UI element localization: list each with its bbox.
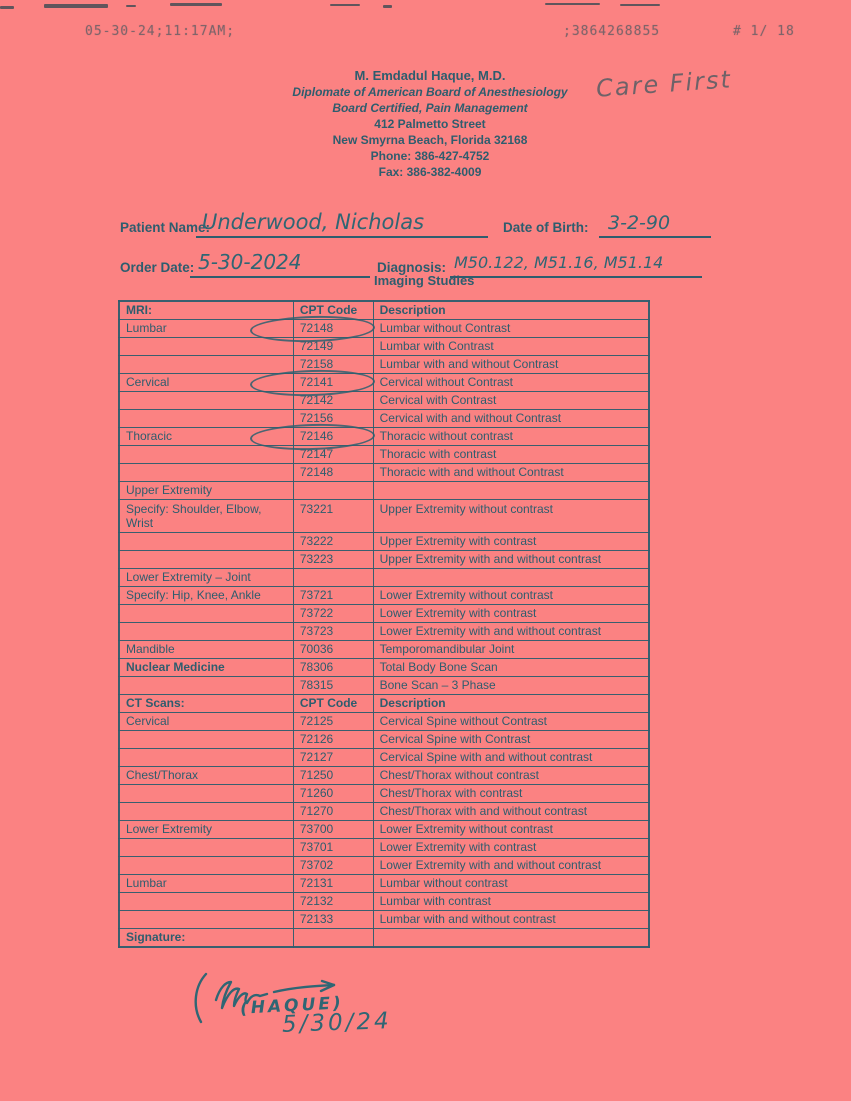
order-date-value: 5-30-2024 — [198, 250, 302, 274]
table-row — [119, 695, 649, 713]
description-cell: Cervical without Contrast — [373, 374, 649, 392]
cpt-code-cell: 73221 — [293, 500, 373, 533]
scan-artifact — [383, 5, 392, 8]
description-cell: Lumbar without contrast — [373, 875, 649, 893]
table-row — [119, 749, 649, 767]
body-part-cell: Cervical — [119, 713, 293, 731]
section-title: Imaging Studies — [374, 273, 475, 288]
physician-name: M. Emdadul Haque, M.D. — [354, 68, 506, 83]
circled-cpt-code: 72141 — [299, 375, 334, 389]
cpt-code-cell: 72131 — [293, 875, 373, 893]
body-part-cell — [119, 677, 293, 695]
cpt-code-cell: 78306 — [293, 659, 373, 677]
patient-name-value: Underwood, Nicholas — [202, 210, 425, 234]
body-part-cell — [119, 839, 293, 857]
body-part-cell — [119, 533, 293, 551]
body-part-cell — [119, 410, 293, 428]
body-part-cell: CT Scans: — [119, 695, 293, 713]
cpt-code-cell: 73721 — [293, 587, 373, 605]
body-part-cell — [119, 464, 293, 482]
physician-credential-2: Board Certified, Pain Management — [332, 101, 528, 115]
body-part-cell: Upper Extremity — [119, 482, 293, 500]
scan-artifact — [126, 5, 136, 7]
diagnosis-label: Diagnosis: — [377, 260, 447, 275]
cpt-code-cell — [293, 374, 373, 392]
table-row — [119, 533, 649, 551]
body-part-cell: MRI: — [119, 301, 293, 320]
table-row — [119, 713, 649, 731]
patient-name-label: Patient Name: — [120, 220, 211, 235]
cpt-code-cell: CPT Code — [293, 301, 373, 320]
cpt-code-cell: 71260 — [293, 785, 373, 803]
description-cell: Chest/Thorax without contrast — [373, 767, 649, 785]
imaging-table-body — [119, 301, 649, 947]
table-row — [119, 605, 649, 623]
body-part-cell: Thoracic — [119, 428, 293, 446]
description-cell: Chest/Thorax with contrast — [373, 785, 649, 803]
cpt-code-cell — [293, 320, 373, 338]
cpt-code-cell — [293, 428, 373, 446]
description-cell: Thoracic with and without Contrast — [373, 464, 649, 482]
table-row — [119, 446, 649, 464]
scan-artifact — [0, 6, 14, 9]
cpt-code-cell: CPT Code — [293, 695, 373, 713]
description-cell: Chest/Thorax with and without contrast — [373, 803, 649, 821]
body-part-cell — [119, 785, 293, 803]
physician-credential-1: Diplomate of American Board of Anesthesiology — [292, 85, 568, 99]
practice-address-street: 412 Palmetto Street — [374, 117, 486, 131]
table-row — [119, 911, 649, 929]
cpt-code-cell: 72148 — [293, 464, 373, 482]
cpt-code-cell: 71250 — [293, 767, 373, 785]
cpt-code-cell — [293, 569, 373, 587]
body-part-cell — [119, 551, 293, 569]
table-row — [119, 569, 649, 587]
description-cell: Lower Extremity with and without contrast — [373, 857, 649, 875]
description-cell: Cervical Spine without Contrast — [373, 713, 649, 731]
body-part-cell — [119, 623, 293, 641]
signature-date: 5/30/24 — [281, 1008, 393, 1038]
table-row — [119, 392, 649, 410]
table-row — [119, 482, 649, 500]
cpt-code-cell: 72132 — [293, 893, 373, 911]
body-part-cell — [119, 803, 293, 821]
scan-artifact — [330, 4, 360, 6]
circled-cpt-code: 72148 — [299, 321, 334, 335]
cpt-code-cell: 71270 — [293, 803, 373, 821]
cpt-code-cell: 72156 — [293, 410, 373, 428]
description-cell: Cervical with and without Contrast — [373, 410, 649, 428]
body-part-cell — [119, 731, 293, 749]
description-cell: Lumbar without Contrast — [373, 320, 649, 338]
description-cell: Cervical Spine with and without contrast — [373, 749, 649, 767]
description-cell: Lower Extremity without contrast — [373, 821, 649, 839]
description-cell: Upper Extremity without contrast — [373, 500, 649, 533]
table-row — [119, 500, 649, 533]
cpt-code-cell: 72147 — [293, 446, 373, 464]
cpt-code-cell: 78315 — [293, 677, 373, 695]
body-part-cell: Cervical — [119, 374, 293, 392]
table-row — [119, 587, 649, 605]
fax-page-count: # 1/ 18 — [733, 24, 795, 39]
table-row — [119, 839, 649, 857]
table-row — [119, 731, 649, 749]
body-part-cell: Lumbar — [119, 320, 293, 338]
table-row — [119, 374, 649, 392]
description-cell — [373, 929, 649, 948]
body-part-cell — [119, 446, 293, 464]
table-row — [119, 821, 649, 839]
dob-label: Date of Birth: — [503, 220, 589, 235]
scan-artifact — [44, 4, 108, 8]
body-part-cell — [119, 749, 293, 767]
description-cell: Total Body Bone Scan — [373, 659, 649, 677]
description-cell — [373, 569, 649, 587]
cpt-code-cell — [293, 929, 373, 948]
table-row — [119, 641, 649, 659]
table-row — [119, 301, 649, 320]
description-cell: Lower Extremity with contrast — [373, 605, 649, 623]
cpt-code-cell: 73722 — [293, 605, 373, 623]
body-part-cell — [119, 356, 293, 374]
cpt-code-cell: 72133 — [293, 911, 373, 929]
body-part-cell — [119, 338, 293, 356]
body-part-cell: Lumbar — [119, 875, 293, 893]
table-row — [119, 338, 649, 356]
description-cell: Cervical with Contrast — [373, 392, 649, 410]
scan-artifact — [170, 3, 222, 6]
body-part-cell — [119, 392, 293, 410]
body-part-cell: Mandible — [119, 641, 293, 659]
cpt-code-cell: 73222 — [293, 533, 373, 551]
description-cell: Thoracic with contrast — [373, 446, 649, 464]
description-cell: Lower Extremity with and without contrast — [373, 623, 649, 641]
description-cell: Upper Extremity with and without contrast — [373, 551, 649, 569]
dob-value: 3-2-90 — [608, 212, 671, 234]
description-cell: Lumbar with and without Contrast — [373, 356, 649, 374]
cpt-code-cell: 73702 — [293, 857, 373, 875]
fax-number: ;3864268855 — [563, 24, 661, 39]
cpt-code-cell: 72125 — [293, 713, 373, 731]
description-cell: Lumbar with contrast — [373, 893, 649, 911]
table-row — [119, 410, 649, 428]
body-part-cell — [119, 911, 293, 929]
cpt-code-cell: 72158 — [293, 356, 373, 374]
cpt-code-cell: 72126 — [293, 731, 373, 749]
description-cell: Lumbar with Contrast — [373, 338, 649, 356]
description-cell: Temporomandibular Joint — [373, 641, 649, 659]
body-part-cell — [119, 605, 293, 623]
description-cell: Lower Extremity with contrast — [373, 839, 649, 857]
table-row — [119, 320, 649, 338]
cpt-code-cell: 73723 — [293, 623, 373, 641]
table-row — [119, 785, 649, 803]
description-cell: Upper Extremity with contrast — [373, 533, 649, 551]
circled-cpt-code: 72146 — [299, 429, 334, 443]
description-cell: Thoracic without contrast — [373, 428, 649, 446]
imaging-studies-table — [118, 300, 650, 948]
body-part-cell: Specify: Shoulder, Elbow, Wrist — [119, 500, 293, 533]
practice-phone: Phone: 386-427-4752 — [370, 149, 490, 163]
signature-printed-name: (HAQUE) — [239, 993, 345, 1019]
cpt-code-cell: 73700 — [293, 821, 373, 839]
body-part-cell — [119, 857, 293, 875]
cpt-code-cell: 72127 — [293, 749, 373, 767]
cpt-code-cell: 72149 — [293, 338, 373, 356]
cpt-code-cell — [293, 482, 373, 500]
table-row — [119, 623, 649, 641]
cpt-code-cell: 73223 — [293, 551, 373, 569]
description-cell: Bone Scan – 3 Phase — [373, 677, 649, 695]
cpt-code-cell: 73701 — [293, 839, 373, 857]
table-row — [119, 875, 649, 893]
scan-artifact — [545, 3, 600, 5]
body-part-cell: Signature: — [119, 929, 293, 948]
body-part-cell: Nuclear Medicine — [119, 659, 293, 677]
practice-address-city: New Smyrna Beach, Florida 32168 — [332, 133, 528, 147]
table-row — [119, 857, 649, 875]
description-cell — [373, 482, 649, 500]
table-row — [119, 551, 649, 569]
fax-timestamp: 05-30-24;11:17AM; — [85, 24, 236, 39]
cpt-code-cell: 72142 — [293, 392, 373, 410]
order-date-label: Order Date: — [120, 260, 195, 275]
description-cell: Description — [373, 695, 649, 713]
body-part-cell: Lower Extremity – Joint — [119, 569, 293, 587]
description-cell: Description — [373, 301, 649, 320]
table-row — [119, 428, 649, 446]
practice-fax: Fax: 386-382-4009 — [378, 165, 482, 179]
table-row — [119, 356, 649, 374]
table-row — [119, 677, 649, 695]
body-part-cell: Chest/Thorax — [119, 767, 293, 785]
description-cell: Cervical Spine with Contrast — [373, 731, 649, 749]
table-row — [119, 803, 649, 821]
table-row — [119, 659, 649, 677]
description-cell: Lower Extremity without contrast — [373, 587, 649, 605]
table-row — [119, 464, 649, 482]
table-row — [119, 893, 649, 911]
description-cell: Lumbar with and without contrast — [373, 911, 649, 929]
body-part-cell: Lower Extremity — [119, 821, 293, 839]
body-part-cell — [119, 893, 293, 911]
handwritten-payer-note: Care First — [595, 65, 733, 103]
table-row — [119, 767, 649, 785]
cpt-code-cell: 70036 — [293, 641, 373, 659]
table-row — [119, 929, 649, 948]
scan-artifact — [620, 4, 660, 6]
diagnosis-value: M50.122, M51.16, M51.14 — [454, 253, 664, 272]
body-part-cell: Specify: Hip, Knee, Ankle — [119, 587, 293, 605]
